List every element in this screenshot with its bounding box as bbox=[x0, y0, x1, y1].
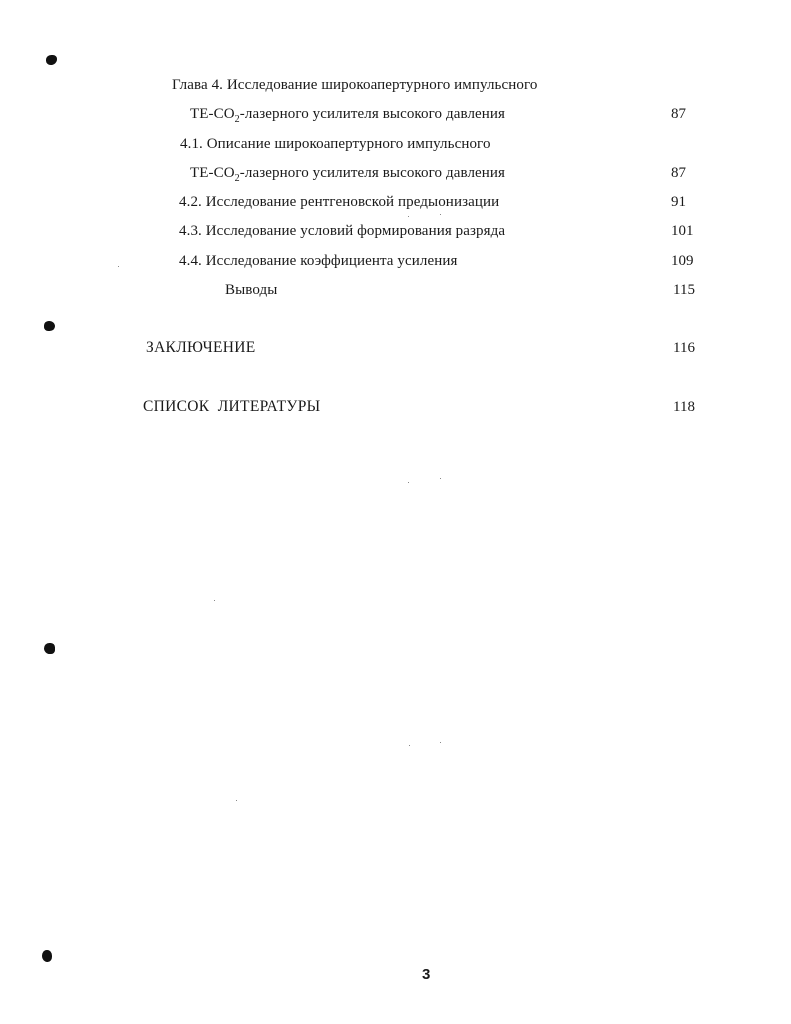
toc-section-4-3-page: 101 bbox=[671, 223, 694, 239]
toc-section-4-4-title: 4.4. Исследование коэффициента усиления bbox=[179, 253, 458, 269]
toc-section-4-4-page: 109 bbox=[671, 253, 694, 269]
scan-speck bbox=[214, 600, 215, 601]
scan-speck bbox=[409, 745, 410, 746]
toc-chapter4-title-line2: $ТЕ-СО_2$-лазерного усилителя высокого давления bbox=[190, 106, 506, 125]
toc-chapter4-page: 87 bbox=[671, 106, 686, 122]
toc-section-4-1-line1: 4.1. Описание широкоапертурного импульсного bbox=[180, 136, 491, 152]
toc-conclusion-main-title: ЗАКЛЮЧЕНИЕ bbox=[146, 339, 256, 356]
toc-section-4-2-page: 91 bbox=[671, 194, 686, 210]
toc-section-4-1-line2: $ТЕ-СО_2$-лазерного усилителя высокого давления bbox=[190, 165, 506, 184]
punch-hole-mark bbox=[42, 950, 52, 962]
toc-references-page: 118 bbox=[673, 399, 695, 415]
scan-speck bbox=[440, 478, 441, 479]
scan-speck bbox=[408, 482, 409, 483]
toc-section-4-3-title: 4.3. Исследование условий формирования разряда bbox=[179, 223, 506, 239]
scan-speck bbox=[440, 214, 441, 215]
punch-hole-mark bbox=[44, 321, 55, 331]
punch-hole-mark bbox=[44, 643, 55, 654]
toc-references-title: СПИСОК ЛИТЕРАТУРЫ bbox=[143, 398, 321, 415]
toc-conclusions-title: Выводы bbox=[225, 282, 278, 298]
toc-conclusions-page: 115 bbox=[673, 282, 695, 298]
punch-hole-mark bbox=[46, 55, 57, 65]
scan-speck bbox=[118, 266, 119, 267]
toc-section-4-2-title: 4.2. Исследование рентгеновской предыонизации bbox=[179, 194, 500, 210]
page-number: 3 bbox=[422, 966, 431, 983]
toc-section-4-1-page: 87 bbox=[671, 165, 686, 181]
scan-speck bbox=[408, 216, 409, 217]
scan-speck bbox=[440, 742, 441, 743]
scan-speck bbox=[236, 800, 237, 801]
toc-chapter4-title-line1: Глава 4. Исследование широкоапертурного импульсного bbox=[172, 77, 538, 93]
toc-conclusion-main-page: 116 bbox=[673, 340, 695, 356]
